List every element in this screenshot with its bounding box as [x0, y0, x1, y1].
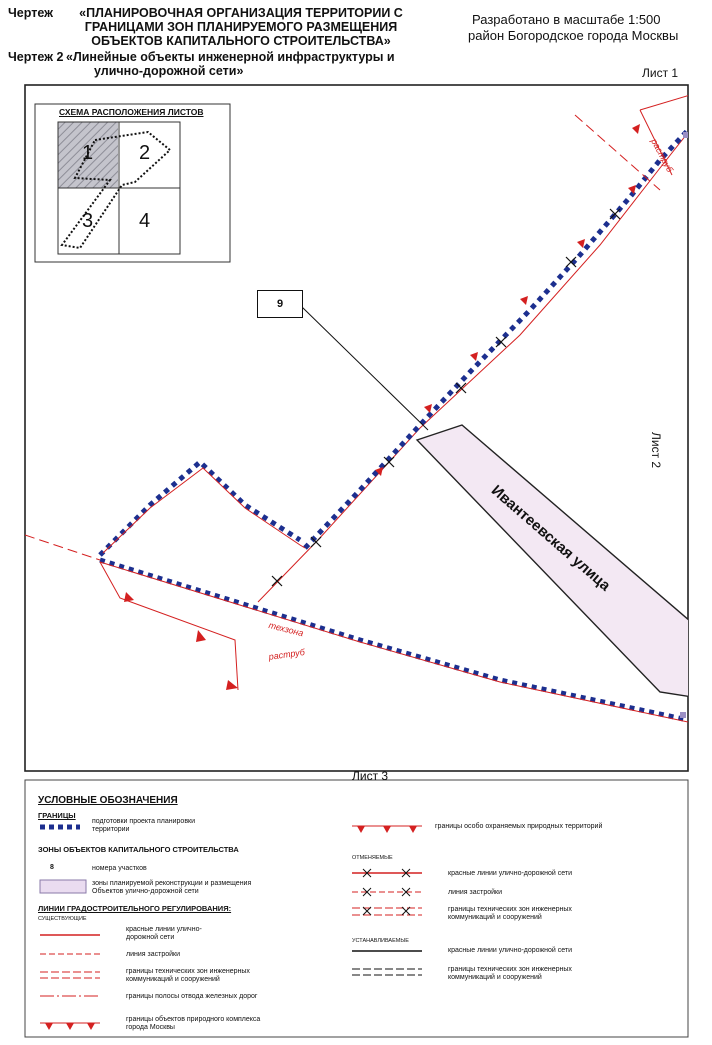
legend-right-top: границы особо охраняемых природных территорий — [435, 823, 603, 830]
sheet-scheme — [35, 104, 230, 262]
tech-zone-line-left — [25, 535, 100, 560]
project-boundary-lobe — [100, 462, 300, 555]
legend-cancelled-build: линия застройки — [448, 889, 502, 896]
boundary-triangle — [520, 296, 528, 305]
sheet-2-label[interactable]: Лист 2 — [649, 432, 663, 469]
scheme-title: СХЕМА РАСПОЛОЖЕНИЯ ЛИСТОВ — [59, 107, 204, 117]
edge-marker — [683, 132, 688, 138]
legend-zone-number-sample: 8 — [50, 864, 54, 871]
legend-zone-fill: зоны планируемой реконструкции и размещения Объектов улично-дорожной сети — [92, 880, 252, 895]
scheme-cell-4[interactable]: 4 — [139, 210, 151, 232]
rastrub-label-top: раструб — [649, 137, 676, 174]
street-polygon — [417, 425, 712, 700]
legend-existing-head: СУЩЕСТВУЮЩИЕ — [38, 916, 87, 922]
district-note: район Богородское города Москвы — [468, 28, 679, 43]
callout-leader — [302, 307, 428, 430]
scheme-cell-3[interactable]: 3 — [82, 210, 94, 232]
boundary-triangle — [226, 680, 238, 690]
legend-established-tech: границы технических зон инженерных коммуникаций и сооружений — [448, 966, 572, 981]
street-label: Ивантеевская улица — [487, 482, 614, 595]
legend-title: УСЛОВНЫЕ ОБОЗНАЧЕНИЯ — [38, 795, 178, 806]
legend-lines-head: ЛИНИИ ГРАДОСТРОИТЕЛЬНОГО РЕГУЛИРОВАНИЯ: — [38, 904, 232, 913]
boundary-triangle — [632, 124, 640, 134]
boundary-triangle — [470, 352, 478, 361]
edge-marker — [680, 712, 686, 718]
drawing-title-line: ГРАНИЦАМИ ЗОН ПЛАНИРУЕМОГО РАЗМЕЩЕНИЯ — [84, 20, 398, 34]
legend-zone-number: номера участков — [92, 865, 147, 872]
parcel-callout[interactable]: 9 — [257, 290, 303, 318]
sheet-1-label[interactable]: Лист 1 — [642, 66, 679, 80]
legend-existing-tech: границы технических зон инженерных коммуникаций и сооружений — [126, 968, 250, 983]
boundary-triangle — [124, 592, 134, 602]
legend-existing-rail: границы полосы отвода железных дорог — [126, 993, 258, 1000]
boundary-triangle — [424, 404, 432, 413]
red-line-lobe — [103, 468, 305, 553]
legend-cancelled-tech: границы технических зон инженерных коммуникаций и сооружений — [448, 906, 572, 921]
legend-zones-head: ЗОНЫ ОБЪЕКТОВ КАПИТАЛЬНОГО СТРОИТЕЛЬСТВА — [38, 845, 239, 854]
tech-zone-line-top — [575, 115, 660, 190]
scale-note: Разработано в масштабе 1:500 — [472, 12, 661, 27]
legend-existing-nature: границы объектов природного комплекса города Москвы — [126, 1016, 261, 1031]
drawing-label: Чертеж — [8, 6, 53, 20]
scheme-cell-2[interactable]: 2 — [139, 142, 151, 164]
legend-cancelled-head: ОТМЕНЯЕМЫЕ — [352, 855, 393, 861]
drawing-2-label: Чертеж 2 — [8, 50, 64, 64]
rastrub-label-bottom: раструб — [268, 646, 306, 662]
sheet-3-label[interactable]: Лист 3 — [352, 769, 389, 783]
legend-borders-head: ГРАНИЦЫ — [38, 811, 76, 820]
legend-established-red: красные линии улично-дорожной сети — [448, 947, 573, 954]
drawing-title-line: «ПЛАНИРОВОЧНАЯ ОРГАНИЗАЦИЯ ТЕРРИТОРИИ С — [79, 6, 403, 20]
legend-existing-red: красные линии улично-дорожной сети — [126, 926, 202, 941]
legend-established-head: УСТАНАВЛИВАЕМЫЕ — [352, 938, 409, 944]
red-line-top — [640, 95, 690, 110]
drawing-title-line: ОБЪЕКТОВ КАПИТАЛЬНОГО СТРОИТЕЛЬСТВА» — [91, 34, 391, 48]
legend-borders-item: подготовки проекта планировки территории — [92, 818, 196, 833]
tech-zone-label: техзона — [267, 620, 305, 639]
drawing-2-title-line: улично-дорожной сети» — [94, 64, 244, 78]
boundary-triangle — [577, 239, 585, 248]
drawing-2-title-line: «Линейные объекты инженерной инфраструктуры и — [66, 50, 395, 64]
legend-cancelled-red: красные линии улично-дорожной сети — [448, 870, 573, 877]
scheme-cell-1[interactable]: 1 — [82, 142, 94, 164]
legend-existing-build: линия застройки — [126, 951, 180, 958]
boundary-triangle — [196, 630, 206, 642]
